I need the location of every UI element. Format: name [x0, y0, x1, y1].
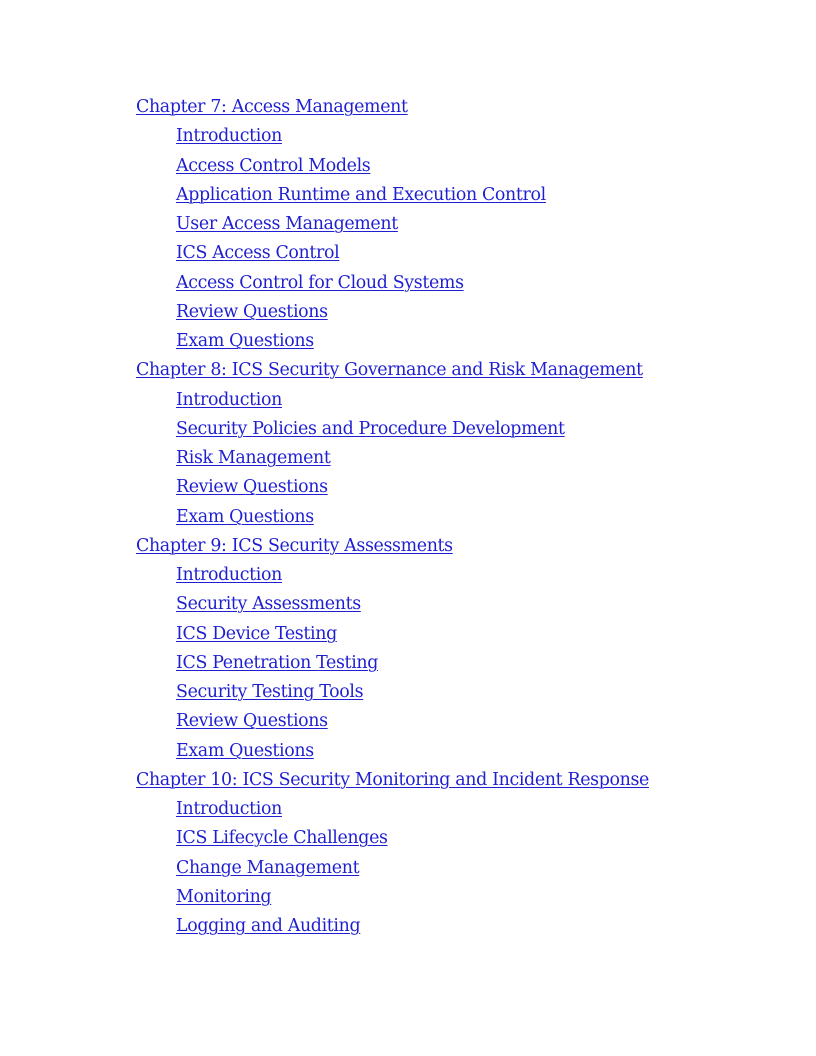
toc-section-link[interactable]: ICS Lifecycle Challenges — [176, 828, 388, 849]
toc-section-link[interactable]: Security Policies and Procedure Development — [176, 418, 565, 439]
toc-section-link[interactable]: Security Testing Tools — [176, 682, 364, 702]
toc-section-link[interactable]: ICS Access Control — [176, 243, 340, 264]
toc-chapter-8-link[interactable]: Chapter 8: ICS Security Governance and Risk Management — [136, 360, 643, 381]
toc-section-link[interactable]: ICS Device Testing — [176, 623, 337, 644]
toc-section-link[interactable]: Exam Questions — [176, 506, 314, 527]
toc-section-link[interactable]: Introduction — [176, 799, 282, 819]
toc-section-link[interactable]: Review Questions — [176, 301, 328, 322]
toc-section-link[interactable]: Monitoring — [176, 886, 272, 907]
toc-section-link[interactable]: Logging and Auditing — [176, 916, 361, 936]
toc-section-link[interactable]: Introduction — [176, 565, 282, 585]
toc-section-link[interactable]: Access Control for Cloud Systems — [176, 272, 464, 293]
toc-section-link[interactable]: Exam Questions — [176, 331, 314, 351]
toc-section-link[interactable]: Introduction — [176, 389, 282, 410]
toc-section-link[interactable]: ICS Penetration Testing — [176, 652, 379, 673]
toc-section-link[interactable]: Exam Questions — [176, 740, 314, 761]
toc-section-link[interactable]: Application Runtime and Execution Control — [176, 184, 546, 205]
toc-section-link[interactable]: Risk Management — [176, 448, 331, 468]
toc-section-link[interactable]: Review Questions — [176, 477, 328, 498]
toc-chapter-10-link[interactable]: Chapter 10: ICS Security Monitoring and Incident Response — [136, 769, 649, 790]
toc-section-link[interactable]: Change Management — [176, 857, 360, 878]
toc-section-link[interactable]: Security Assessments — [176, 594, 361, 615]
toc-section-link[interactable]: Review Questions — [176, 711, 328, 732]
toc-section-link[interactable]: User Access Management — [176, 214, 398, 234]
toc-chapter-7-link[interactable]: Chapter 7: Access Management — [136, 97, 408, 117]
toc-chapter-9-link[interactable]: Chapter 9: ICS Security Assessments — [136, 535, 453, 556]
toc-section-link[interactable]: Access Control Models — [176, 155, 371, 176]
toc-section-link[interactable]: Introduction — [176, 126, 282, 147]
table-of-contents — [136, 93, 736, 941]
